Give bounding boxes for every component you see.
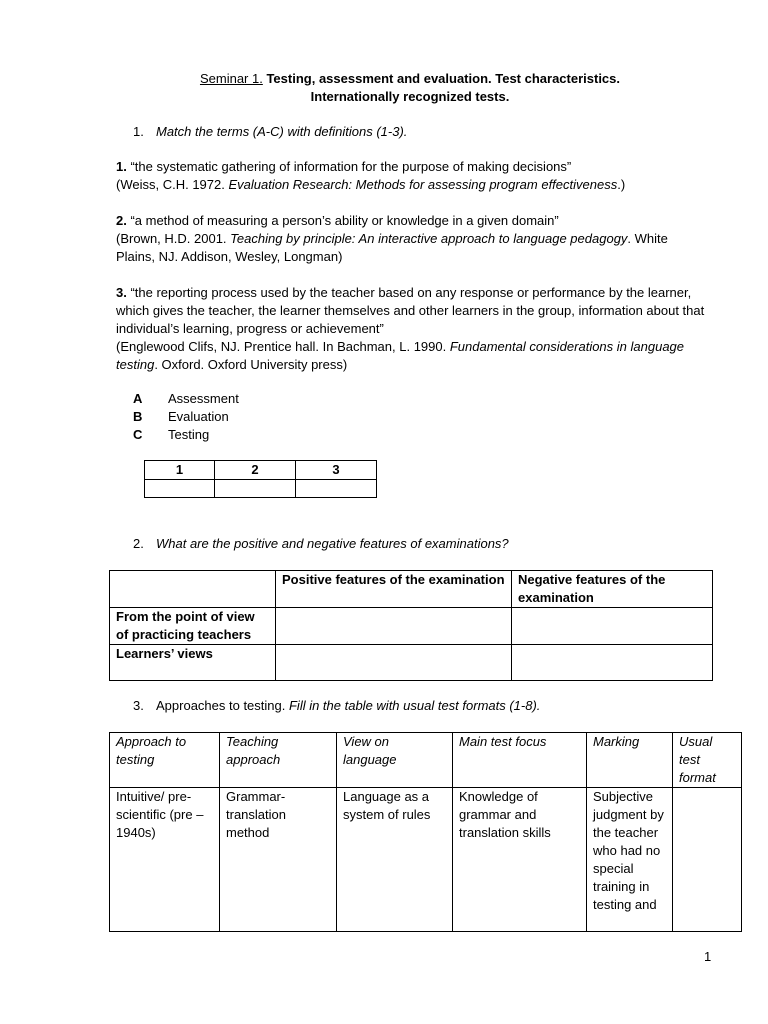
definition-1: [116, 158, 706, 194]
features-cell[interactable]: [512, 608, 713, 645]
approaches-cell: Knowledge of grammar and translation skills: [453, 788, 587, 932]
question-2: [0, 535, 768, 553]
approaches-header: Main test focus: [453, 733, 587, 788]
question-2-number: 2.: [133, 536, 144, 551]
definition-number: 3.: [116, 285, 127, 300]
features-row-teachers: From the point of view of practicing teachers: [110, 608, 276, 645]
definition-number: 2.: [116, 213, 127, 228]
definition-quote: “the systematic gathering of information for the purpose of making decisions”: [126, 159, 572, 174]
answer-header: 2: [215, 461, 296, 480]
approaches-header: Teaching approach: [220, 733, 337, 788]
title-line1: Testing, assessment and evaluation. Test characteristics.: [262, 71, 621, 86]
features-header-negative: Negative features of the examination: [512, 571, 713, 608]
definition-quote: “the reporting process used by the teacher based on any response or performance by the learner, which gives the teacher, the learner themselves and other learners in the group, information about that individual’s learning, progress or achievement”: [116, 285, 705, 336]
approaches-header: Marking: [587, 733, 673, 788]
definition-reference-title: Teaching by principle: An interactive approach to language pedagogy: [230, 231, 628, 246]
option-letter: B: [133, 409, 143, 424]
approaches-header: Approach to testing: [110, 733, 220, 788]
question-3: [0, 697, 768, 715]
features-cell[interactable]: [276, 645, 512, 681]
question-3-instruction: Fill in the table with usual test formats (1-8).: [288, 698, 541, 713]
features-table: [109, 570, 713, 681]
answer-header: 1: [145, 461, 215, 480]
approaches-header: Usual test format: [673, 733, 742, 788]
question-3-text: [156, 697, 540, 715]
option-c: [0, 426, 768, 444]
definition-reference: (Brown, H.D. 2001.: [116, 231, 231, 246]
question-1-instruction: Match the terms (A-C) with definitions (1-3).: [156, 124, 408, 139]
definition-reference-title: Evaluation Research: Methods for assessing program effectiveness: [228, 177, 618, 192]
answer-header: 3: [296, 461, 377, 480]
approaches-cell: Subjective judgment by the teacher who had no special training in testing and: [587, 788, 673, 932]
features-cell[interactable]: [512, 645, 713, 681]
question-3-lead: Approaches to testing.: [156, 698, 289, 713]
approaches-cell: Language as a system of rules: [337, 788, 453, 932]
option-b: [0, 408, 768, 426]
question-2-text: What are the positive and negative features of examinations?: [156, 536, 509, 551]
page-number: 1: [704, 949, 712, 964]
features-cell[interactable]: [276, 608, 512, 645]
answer-cell-1[interactable]: [145, 480, 215, 498]
page-title: [0, 70, 768, 88]
features-row-learners: Learners’ views: [110, 645, 276, 681]
option-letter: A: [133, 391, 143, 406]
approaches-cell: Intuitive/ pre-scientific (pre – 1940s): [110, 788, 220, 932]
features-header-empty: [110, 571, 276, 608]
definition-number: 1.: [116, 159, 127, 174]
seminar-label: Seminar 1.: [199, 71, 263, 86]
approaches-cell: Grammar-translation method: [220, 788, 337, 932]
option-term: Assessment: [168, 391, 239, 406]
definition-2: [116, 212, 706, 266]
question-1-number: 1.: [133, 124, 144, 139]
definition-3: [116, 284, 706, 374]
approaches-table: [109, 732, 742, 932]
question-1: [0, 123, 768, 141]
definition-reference-end: . Oxford. Oxford University press): [154, 357, 348, 372]
approaches-cell-format[interactable]: [673, 788, 742, 932]
definition-reference-end: .): [617, 177, 626, 192]
option-term: Testing: [168, 427, 210, 442]
option-a: [0, 390, 768, 408]
question-3-number: 3.: [133, 698, 144, 713]
approaches-header: View on language: [337, 733, 453, 788]
definition-reference-end: . White Plains, NJ. Addison, Wesley, Longman): [116, 231, 668, 264]
definition-reference: (Weiss, C.H. 1972.: [116, 177, 229, 192]
answer-cell-3[interactable]: [296, 480, 377, 498]
definition-reference: (Englewood Clifs, NJ. Prentice hall. In Bachman, L. 1990.: [116, 339, 450, 354]
page-subtitle: Internationally recognized tests.: [310, 89, 510, 104]
answer-cell-2[interactable]: [215, 480, 296, 498]
answer-table: [144, 460, 377, 498]
option-letter: C: [133, 427, 143, 442]
features-header-positive: Positive features of the examination: [276, 571, 512, 608]
definition-reference-title: Fundamental considerations in language testing: [116, 339, 685, 372]
definition-quote: “a method of measuring a person’s ability or knowledge in a given domain”: [126, 213, 559, 228]
option-term: Evaluation: [168, 409, 229, 424]
